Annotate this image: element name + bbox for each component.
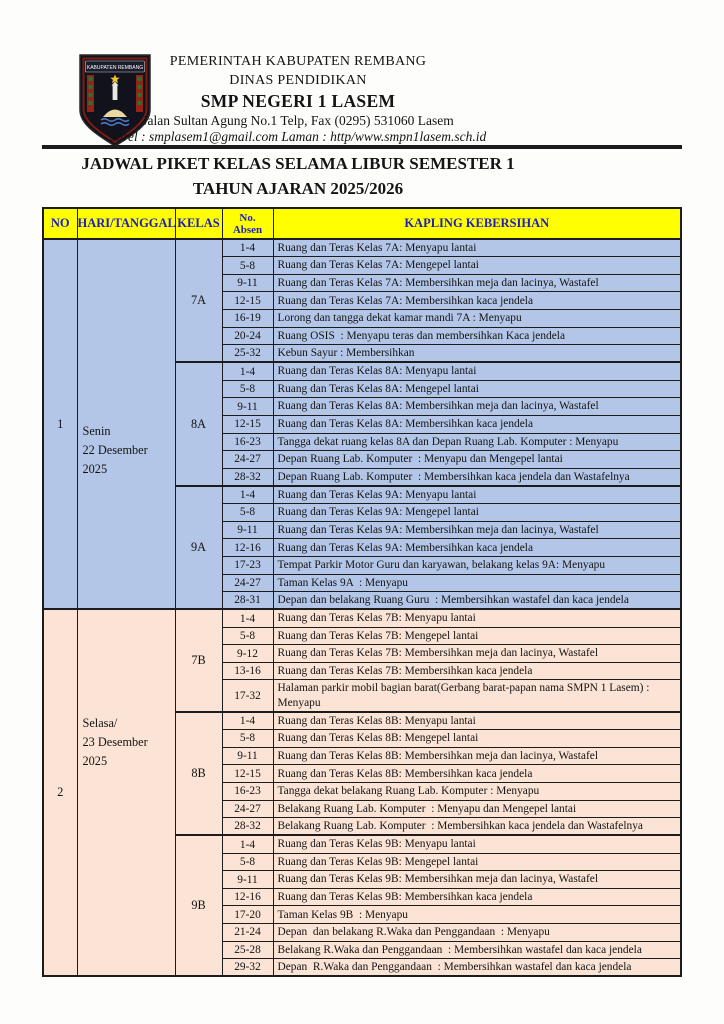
absen-range-cell: 12-15 <box>222 765 273 783</box>
header-day: HARI/TANGGAL <box>77 208 175 239</box>
task-cell: Belakang R.Waka dan Penggandaan : Membersihkan wastafel dan kaca jendela <box>273 941 681 959</box>
class-cell: 9B <box>175 835 222 976</box>
absen-range-cell: 1-4 <box>222 609 273 627</box>
task-cell: Ruang dan Teras Kelas 8A: Mengepel lantai <box>273 380 681 398</box>
header-absen-line1: No. <box>239 211 256 224</box>
day-name-line: 22 Desember 2025 <box>82 442 148 476</box>
class-cell: 7A <box>175 239 222 362</box>
absen-range-cell: 9-11 <box>222 747 273 765</box>
absen-range-cell: 28-32 <box>222 468 273 486</box>
class-cell: 9A <box>175 486 222 609</box>
absen-range-cell: 24-27 <box>222 800 273 818</box>
task-cell: Tangga dekat ruang kelas 8A dan Depan Ruang Lab. Komputer : Menyapu <box>273 433 681 451</box>
absen-range-cell: 5-8 <box>222 380 273 398</box>
task-cell: Ruang dan Teras Kelas 9B: Membersihkan kaca jendela <box>273 888 681 906</box>
absen-range-cell: 9-12 <box>222 645 273 663</box>
absen-range-cell: 29-32 <box>222 959 273 977</box>
task-cell: Depan R.Waka dan Penggandaan : Membersihkan wastafel dan kaca jendela <box>273 959 681 977</box>
task-cell: Depan Ruang Lab. Komputer : Membersihkan kaca jendela dan Wastafelnya <box>273 468 681 486</box>
day-name-line: Selasa/ <box>82 716 118 731</box>
absen-range-cell: 12-16 <box>222 539 273 557</box>
task-cell: Depan dan belakang R.Waka dan Penggandaan : Menyapu <box>273 924 681 942</box>
header-kapling: KAPLING KEBERSIHAN <box>273 208 681 239</box>
task-cell: Ruang dan Teras Kelas 9A: Menyapu lantai <box>273 486 681 504</box>
task-cell: Ruang dan Teras Kelas 9A: Membersihkan meja dan lacinya, Wastafel <box>273 521 681 539</box>
absen-range-cell: 12-15 <box>222 292 273 310</box>
task-cell: Ruang dan Teras Kelas 8A: Membersihkan kaca jendela <box>273 415 681 433</box>
schedule-table <box>42 207 682 977</box>
school-address: Jalan Sultan Agung No.1 Telp, Fax (0295) 531060 Lasem <box>142 113 454 128</box>
absen-range-cell: 9-11 <box>222 521 273 539</box>
day-name-line: 23 Desember <box>82 735 148 750</box>
crest-banner-label: KABUPATEN REMBANG <box>86 64 144 71</box>
absen-range-cell: 12-15 <box>222 415 273 433</box>
absen-range-cell: 20-24 <box>222 327 273 345</box>
school-name: SMP NEGERI 1 LASEM <box>200 91 396 111</box>
schedule-row <box>43 239 681 257</box>
absen-range-cell: 9-11 <box>222 274 273 292</box>
absen-range-cell: 25-28 <box>222 941 273 959</box>
absen-range-cell: 5-8 <box>222 853 273 871</box>
task-cell: Ruang dan Teras Kelas 7B: Membersihkan meja dan lacinya, Wastafel <box>273 645 681 663</box>
task-cell: Ruang dan Teras Kelas 7B: Membersihkan kaca jendela <box>273 662 681 680</box>
absen-range-cell: 28-31 <box>222 592 273 610</box>
task-cell: Ruang dan Teras Kelas 7B: Menyapu lantai <box>273 609 681 627</box>
task-cell: Ruang dan Teras Kelas 8B: Membersihkan kaca jendela <box>273 765 681 783</box>
task-cell: Halaman parkir mobil bagian barat(Gerbang barat-papan nama SMPN 1 Lasem) : Menyapu <box>273 680 681 712</box>
absen-range-cell: 1-4 <box>222 712 273 730</box>
absen-range-cell: 9-11 <box>222 398 273 416</box>
absen-range-cell: 17-23 <box>222 556 273 574</box>
task-cell: Taman Kelas 9A : Menyapu <box>273 574 681 592</box>
absen-range-cell: 9-11 <box>222 871 273 889</box>
department-line: DINAS PENDIDIKAN <box>229 73 367 88</box>
absen-range-cell: 1-4 <box>222 486 273 504</box>
absen-range-cell: 13-16 <box>222 662 273 680</box>
class-cell: 7B <box>175 609 222 712</box>
schedule-row <box>43 609 681 627</box>
class-cell: 8A <box>175 362 222 485</box>
task-cell: Ruang dan Teras Kelas 7A: Membersihkan meja dan lacinya, Wastafel <box>273 274 681 292</box>
day-name-line: 2025 <box>82 754 108 769</box>
document-title <box>42 151 554 201</box>
absen-range-cell: 28-32 <box>222 818 273 836</box>
task-cell: Depan Ruang Lab. Komputer : Menyapu dan Mengepel lantai <box>273 451 681 469</box>
absen-range-cell: 1-4 <box>222 239 273 257</box>
task-cell: Ruang dan Teras Kelas 8B: Membersihkan meja dan lacinya, Wastafel <box>273 747 681 765</box>
absen-range-cell: 5-8 <box>222 730 273 748</box>
task-cell: Ruang dan Teras Kelas 7B: Mengepel lantai <box>273 627 681 645</box>
task-cell: Tangga dekat belakang Ruang Lab. Komputer : Menyapu <box>273 782 681 800</box>
task-cell: Ruang dan Teras Kelas 7A: Menyapu lantai <box>273 239 681 257</box>
header-no: NO <box>43 208 77 239</box>
absen-range-cell: 17-32 <box>222 680 273 712</box>
document-title-line1: JADWAL PIKET KELAS SELAMA LIBUR SEMESTER 1 <box>81 154 515 173</box>
absen-range-cell: 5-8 <box>222 257 273 275</box>
header-kelas: KELAS <box>175 208 222 239</box>
absen-range-cell: 16-23 <box>222 782 273 800</box>
absen-range-cell: 5-8 <box>222 504 273 522</box>
task-cell: Ruang dan Teras Kelas 9B: Membersihkan meja dan lacinya, Wastafel <box>273 871 681 889</box>
header-absen-line2: Absen <box>232 223 263 236</box>
header-absen <box>222 208 273 239</box>
letterhead-divider <box>42 145 682 149</box>
day-name-cell <box>77 239 175 609</box>
task-cell: Ruang dan Teras Kelas 9B: Menyapu lantai <box>273 835 681 853</box>
absen-range-cell: 24-27 <box>222 451 273 469</box>
task-cell: Ruang dan Teras Kelas 7A: Membersihkan kaca jendela <box>273 292 681 310</box>
task-cell: Ruang OSIS : Menyapu teras dan membersihkan Kaca jendela <box>273 327 681 345</box>
task-cell: Tempat Parkir Motor Guru dan karyawan, belakang kelas 9A: Menyapu <box>273 556 681 574</box>
day-name-line: Senin <box>82 423 111 438</box>
absen-range-cell: 5-8 <box>222 627 273 645</box>
document-title-line2: TAHUN AJARAN 2025/2026 <box>192 179 404 198</box>
task-cell: Ruang dan Teras Kelas 9A: Membersihkan kaca jendela <box>273 539 681 557</box>
task-cell: Depan dan belakang Ruang Guru : Membersihkan wastafel dan kaca jendela <box>273 592 681 610</box>
absen-range-cell: 24-27 <box>222 574 273 592</box>
task-cell: Belakang Ruang Lab. Komputer : Membersihkan kaca jendela dan Wastafelnya <box>273 818 681 836</box>
task-cell: Belakang Ruang Lab. Komputer : Menyapu dan Mengepel lantai <box>273 800 681 818</box>
task-cell: Lorong dan tangga dekat kamar mandi 7A : Menyapu <box>273 310 681 328</box>
task-cell: Kebun Sayur : Membersihkan <box>273 345 681 363</box>
absen-range-cell: 12-16 <box>222 888 273 906</box>
class-cell: 8B <box>175 712 222 835</box>
absen-range-cell: 16-19 <box>222 310 273 328</box>
government-line: PEMERINTAH KABUPATEN REMBANG <box>169 54 427 69</box>
task-cell: Ruang dan Teras Kelas 9B: Mengepel lantai <box>273 853 681 871</box>
absen-range-cell: 25-32 <box>222 345 273 363</box>
absen-range-cell: 21-24 <box>222 924 273 942</box>
task-cell: Ruang dan Teras Kelas 8A: Membersihkan meja dan lacinya, Wastafel <box>273 398 681 416</box>
school-contact: Surel : smplasem1@gmail.com Laman : http/www.smpn1lasem.sch.id <box>109 129 487 144</box>
day-number-cell: 2 <box>43 609 77 976</box>
absen-range-cell: 16-23 <box>222 433 273 451</box>
absen-range-cell: 1-4 <box>222 362 273 380</box>
table-header-row <box>43 208 681 239</box>
letterhead <box>42 52 554 145</box>
absen-range-cell: 17-20 <box>222 906 273 924</box>
absen-range-cell: 1-4 <box>222 835 273 853</box>
task-cell: Ruang dan Teras Kelas 8A: Menyapu lantai <box>273 362 681 380</box>
day-number-cell: 1 <box>43 239 77 609</box>
task-cell: Ruang dan Teras Kelas 8B: Menyapu lantai <box>273 712 681 730</box>
task-cell: Ruang dan Teras Kelas 8B: Mengepel lantai <box>273 730 681 748</box>
task-cell: Taman Kelas 9B : Menyapu <box>273 906 681 924</box>
task-cell: Ruang dan Teras Kelas 9A: Mengepel lantai <box>273 504 681 522</box>
day-name-cell <box>77 609 175 976</box>
task-cell: Ruang dan Teras Kelas 7A: Mengepel lantai <box>273 257 681 275</box>
